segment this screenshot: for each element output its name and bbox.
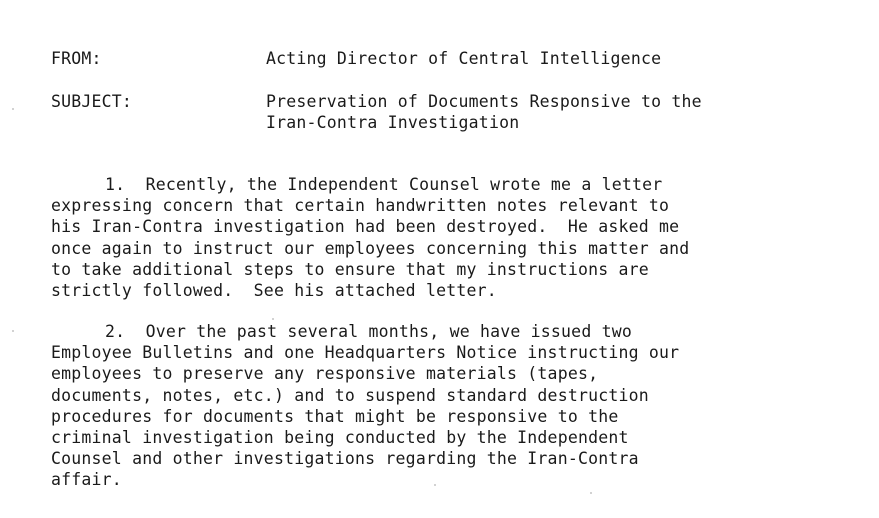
scan-speck bbox=[434, 484, 436, 486]
scan-speck bbox=[272, 318, 274, 320]
paragraph-2-line-3: employees to preserve any responsive materials (tapes, bbox=[51, 364, 599, 384]
scan-speck bbox=[12, 330, 14, 332]
paragraph-2-line-6: criminal investigation being conducted by the Independent bbox=[51, 428, 629, 448]
subject-label: SUBJECT: bbox=[51, 92, 133, 111]
paragraph-1-line-6: strictly followed. See his attached letter. bbox=[51, 281, 497, 301]
paragraph-2-line-4: documents, notes, etc.) and to suspend standard destruction bbox=[51, 385, 649, 405]
subject-line-1: Preservation of Documents Responsive to the bbox=[266, 92, 702, 111]
paragraph-2-first-line bbox=[51, 321, 851, 342]
scan-speck bbox=[590, 492, 592, 494]
paragraph-2-line-2: Employee Bulletins and one Headquarters Notice instructing our bbox=[51, 343, 680, 363]
paragraph-1 bbox=[51, 174, 851, 301]
from-value: Acting Director of Central Intelligence bbox=[266, 49, 662, 68]
paragraph-1-first-line bbox=[51, 174, 851, 195]
paragraph-1-line-1: Recently, the Independent Counsel wrote me a letter bbox=[145, 175, 663, 194]
paragraph-2-number: 2. bbox=[105, 322, 126, 341]
paragraph-2-line-8: affair. bbox=[51, 470, 122, 490]
paragraph-1-line-2: expressing concern that certain handwritten notes relevant to bbox=[51, 196, 670, 216]
paragraph-2-line-5: procedures for documents that might be responsive to the bbox=[51, 406, 619, 426]
paragraph-1-number: 1. bbox=[105, 175, 126, 194]
paragraph-2 bbox=[51, 321, 851, 491]
subject-line-2: Iran-Contra Investigation bbox=[266, 113, 520, 132]
paragraph-1-line-3: his Iran-Contra investigation had been destroyed. He asked me bbox=[51, 217, 680, 237]
paragraph-2-line-7: Counsel and other investigations regarding the Iran-Contra bbox=[51, 449, 639, 469]
paragraph-2-line-1: Over the past several months, we have issued two bbox=[145, 322, 632, 341]
paragraph-1-line-5: to take additional steps to ensure that my instructions are bbox=[51, 259, 649, 279]
from-label: FROM: bbox=[51, 49, 102, 68]
paragraph-1-line-4: once again to instruct our employees concerning this matter and bbox=[51, 238, 690, 258]
scan-speck bbox=[12, 108, 14, 110]
